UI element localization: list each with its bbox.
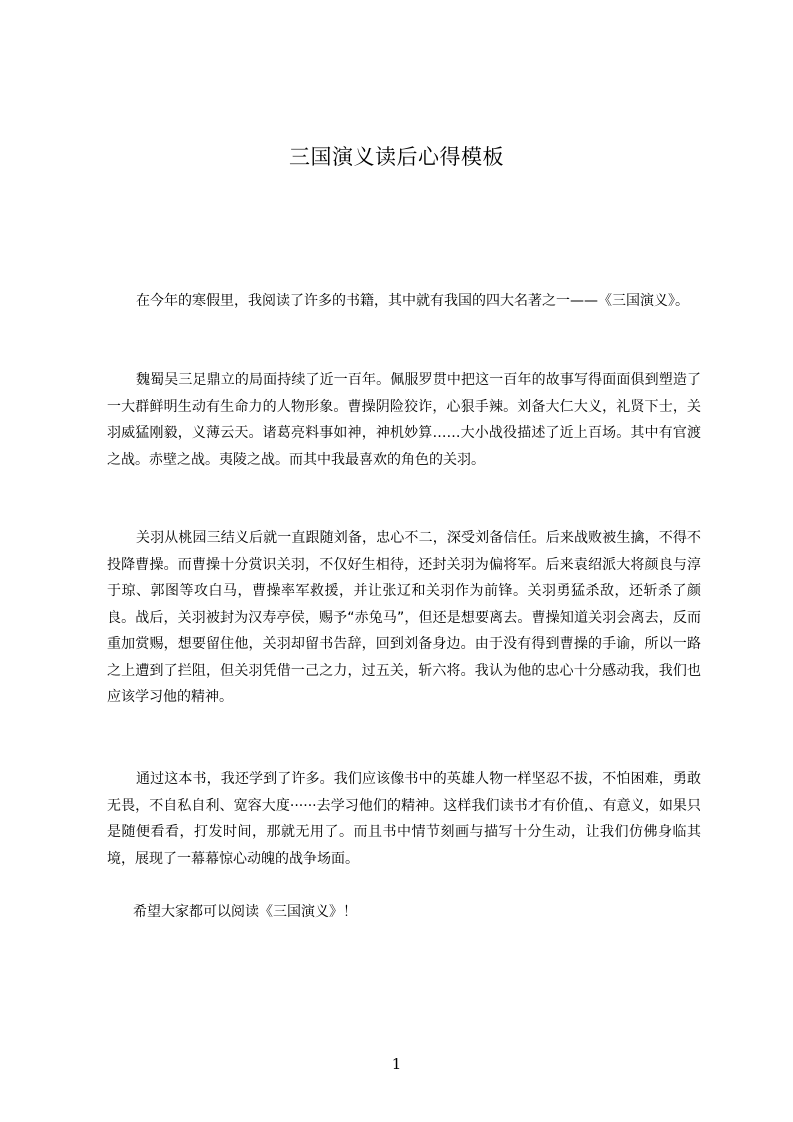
page-number: 1 [391,1055,402,1073]
paragraph-overview: 魏蜀吴三足鼎立的局面持续了近一百年。佩服罗贯中把这一百年的故事写得面面俱到塑造了一大群鲜明生动有生命力的人物形象。曹操阴险狡诈，心狠手辣。刘备大仁大义，礼贤下士，关羽威猛刚毅，义薄云天。诸葛亮料事如神，神机妙算……大小战役描述了近上百场。其中有官渡之战。赤壁之战。夷陵之战。而其中我最喜欢的角色的关羽。 [107,372,701,468]
paragraph-guan-yu: 关羽从桃园三结义后就一直跟随刘备，忠心不二，深受刘备信任。后来战败被生擒，不得不投降曹操。而曹操十分赏识关羽，不仅好生相待，还封关羽为偏将军。后来袁绍派大将颜良与淳于琼、郭图等攻白马，曹操率军救援，并让张辽和关羽作为前锋。关羽勇猛杀敌，还斩杀了颜良。战后，关羽被封为汉寿亭侯，赐予“赤兔马”，但还是想要离去。曹操知道关羽会离去，反而重加赏赐，想要留住他，关羽却留书告辞，回到刘备身边。由于没有得到曹操的手谕，所以一路之上遭到了拦阻，但关羽凭借一己之力，过五关，斩六将。我认为他的忠心十分感动我，我们也应该学习他的精神。 [107,530,701,705]
paragraph-lessons: 通过这本书，我还学到了许多。我们应该像书中的英雄人物一样坚忍不拔，不怕困难，勇敢无畏，不自私自利、宽容大度······去学习他们的精神。这样我们读书才有价值,、有意义，如果只是随便看看，打发时间，那就无用了。而且书中情节刻画与描写十分生动，让我们仿佛身临其境，展现了一幕幕惊心动魄的战争场面。 [107,771,701,867]
document-title: 三国演义读后心得模板 [289,145,504,169]
paragraph-intro: 在今年的寒假里，我阅读了许多的书籍，其中就有我国的四大名著之一——《三国演义》。 [136,293,689,309]
paragraph-closing: 希望大家都可以阅读《三国演义》！ [133,904,357,920]
